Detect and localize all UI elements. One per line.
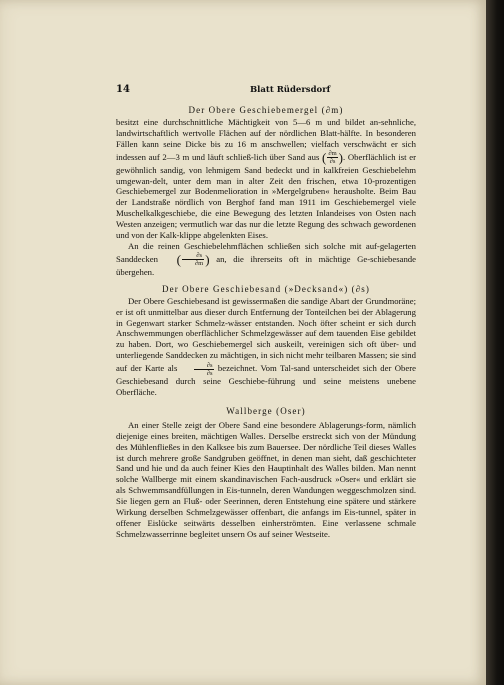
paragraph-geschiebemergel-2: An die reinen Geschiebelehmflächen schließen sich solche mit auf-gelagerten Sanddecken ( $\frac{\partial s}{\partial m}$ ) an, die ihrerseits oft in mächtige Ge-schiebesande übergehen. (116, 240, 416, 277)
section-heading-wallberge: Wallberge (Oser) (226, 405, 306, 416)
page-header (116, 84, 416, 98)
book-binding-edge (486, 0, 504, 685)
page-number: 14 (116, 84, 130, 95)
paragraph-wallberge-1: An einer Stelle zeigt der Obere Sand eine besondere Ablagerungs-form, nämlich diejenige eines breiten, mächtigen Walles. Derselbe erstreckt sich von der Mündung des Mühlenfließes in den Kalksee bis zum Bauersee. Der nördliche Teil dieses Walles ist durch mehrere große Sandgruben geöffnet, in denen man sieht, daß geschichteter Sand und hie und da auch feiner Kies den Hauptinhalt des Walles bilden. Man nennt solche Wallberge mit einem skandinavischen Fach-ausdruck »Oser« und erklärt sie als Schwemmsandfüllungen in Eis-tunneln, deren Wandungen weggeschmolzen sind. Sie liegen gern an Fluß- oder Seerinnen, deren Entstehung eine spätere und stärkere Wirkung derselben Schmelzgewässer offenbart, die anfangs im Eis-tunnel, später in offener Eislücke seitwärts desselben einherströmten. Eine verlassene schmale Schmelzwasserrinne begleitet unsern Os auf seiner Westseite. (116, 419, 416, 539)
paragraph-geschiebemergel-1: besitzt eine durchschnittliche Mächtigkeit von 5—6 m und bildet an-sehnliche, landwirtschaftlich wertvolle Flächen auf der nördlichen Blatt-hälfte. In besonderen Fällen kann seine Dicke bis zu 16 m anschwellen; vielfach verschwächt er sich indessen auf 2—3 m und läuft schließ-lich über Sand aus ( $\frac{\partial m}{\partial s}$ ). Oberflächlich ist er gewöhnlich sandig, von lehmigem Sand bedeckt und in kalkfreien Geschiebelehm umgewan-delt, unter dem man in alter Zeit den frischen, etwa 10-prozentigen Geschiebemergel zur Bodenmelioration in »Mergelgruben« herausholte. Beim Bau der Landstraße nördlich von Berghof fand man 1911 im Geschiebemergel viele Muschelkalkgeschiebe, die eine Bewegung des letzten Inlandeises von Osten nach Westen anzeigen; vermutlich war das nur die letzte Regung des schwach gewordenen und von der Kalk-klippe abgelenkten Eises. (116, 116, 417, 241)
section-heading-geschiebesand: Der Obere Geschiebesand (»Decksand«) (∂s) (162, 283, 370, 294)
section-heading-geschiebemergel: Der Obere Geschiebemergel (∂m) (188, 105, 344, 115)
fraction-dm-ds: ( $\frac{\partial m}{\partial s}$ ) (322, 149, 344, 166)
paragraph-geschiebesand-1: Der Obere Geschiebesand ist gewissermaßen die sandige Abart der Grundmoräne; er ist oft unmittelbar aus dieser durch Entfernung der Tonteilchen bei der Ablagerung in Gegenwart starker Schmelz-wässer entstanden. Noch öfter scheint er sich durch Anschwemmungen oberflächlicher Schmelzgewässer auf dem tauenden Eise gebildet zu haben. Dort, wo Geschiebemergel sich auskeilt, vereinigen sich oft über- und unterliegende Sanddecken zu mächtigen, in sich nicht mehr teilbaren Massen; sie sind auf der Karte als $\frac{\partial s}{\partial s}$ bezeichnet. Vom Tal-sand unterscheidet sich der Obere Geschiebesand durch seine Geschiebe-führung und seine meistens unebene Oberfläche. (116, 295, 416, 398)
fraction-ds-ds: $\frac{\partial s}{\partial s}$ (181, 361, 215, 376)
page-body (116, 103, 416, 540)
running-title: Blatt Rüdersdorf (250, 85, 331, 95)
fraction-ds-dm: ( $\frac{\partial s}{\partial m}$ ) (176, 251, 210, 268)
